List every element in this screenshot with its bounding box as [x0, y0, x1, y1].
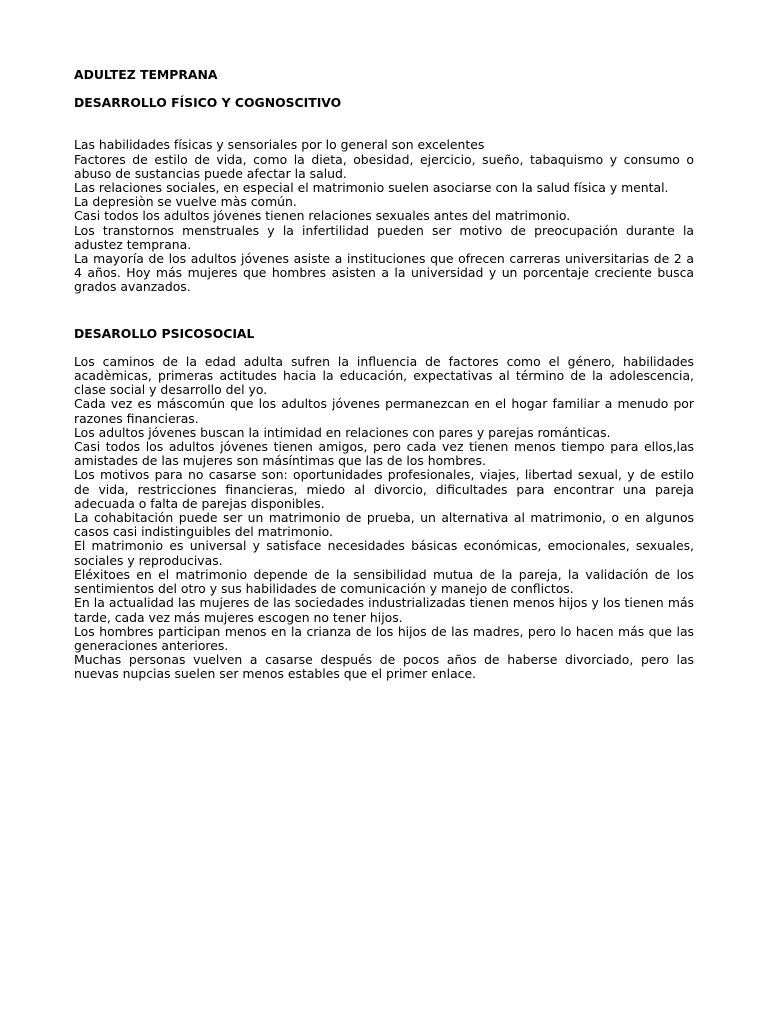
paragraph: En la actualidad las mujeres de las sociedades industrializadas tienen menos hijos y los tienen más tarde, cada vez más mujeres escogen no tener hijos.	[74, 595, 694, 625]
paragraph: Las habilidades físicas y sensoriales por lo general son excelentes	[74, 137, 485, 153]
paragraph: La mayoría de los adultos jóvenes asiste a instituciones que ofrecen carreras universitarias de 2 a 4 años. Hoy más mujeres que hombres asisten a la universidad y un porcentaje creciente busca grados avanzados.	[74, 251, 694, 295]
section-psychosocial-body	[74, 355, 694, 682]
paragraph: Eléxitoes en el matrimonio depende de la sensibilidad mutua de la pareja, la validación de los sentimientos del otro y sus habilidades de comunicación y manejo de conflictos.	[74, 566, 694, 597]
paragraph: Casi todos los adultos jóvenes tienen relaciones sexuales antes del matrimonio.	[74, 208, 571, 224]
paragraph: La depresiòn se vuelve màs común.	[74, 194, 297, 210]
section-heading-psychosocial: DESAROLLO PSICOSOCIAL	[74, 325, 255, 341]
paragraph: Los motivos para no casarse son: oportunidades profesionales, viajes, libertad sexual, y de estilo de vida, restricciones financieras, miedo al divorcio, dificultades para encontrar una pareja adecuada o falta de parejas disponibles.	[74, 467, 694, 511]
document-page	[74, 68, 694, 682]
paragraph: Los caminos de la edad adulta sufren la influencia de factores como el género, habilidades acadèmicas, primeras actitudes hacia la educación, expectativas al término de la adolescencia, clase social y desarrollo del yo.	[74, 353, 694, 398]
paragraph: Los hombres participan menos en la crianza de los hijos de las madres, pero lo hacen más que las generaciones anteriores.	[74, 623, 694, 653]
paragraph: Factores de estilo de vida, como la dieta, obesidad, ejercicio, sueño, tabaquismo y consumo o abuso de sustancias puede afectar la salud.	[74, 151, 694, 181]
paragraph: Los adultos jóvenes buscan la intimidad en relaciones con pares y parejas románticas.	[74, 424, 611, 440]
paragraph: Casi todos los adultos jóvenes tienen amigos, pero cada vez tienen menos tiempo para ellos,las amistades de las mujeres son másíntimas que las de los hombres.	[74, 439, 694, 469]
paragraph: El matrimonio es universal y satisface necesidades básicas económicas, emocionales, sexuales, sociales y reproducivas.	[74, 538, 694, 568]
section-heading-physical-cognitive: DESARROLLO FÍSICO Y COGNOSCITIVO	[74, 95, 342, 111]
paragraph: Las relaciones sociales, en especial el matrimonio suelen asociarse con la salud física y mental.	[74, 180, 669, 196]
paragraph: La cohabitación puede ser un matrimonio de prueba, un alternativa al matrimonio, o en algunos casos casi indistinguibles del matrimonio.	[74, 510, 694, 540]
paragraph: Muchas personas vuelven a casarse después de pocos años de haberse divorciado, pero las nuevas nupcias suelen ser menos estables que el primer enlace.	[74, 652, 694, 682]
section-physical-cognitive-body	[74, 138, 694, 294]
paragraph: Los transtornos menstruales y la infertilidad pueden ser motivo de preocupación durante la adustez temprana.	[74, 222, 694, 252]
paragraph: Cada vez es máscomún que los adultos jóvenes permanezcan en el hogar familiar a menudo por razones financieras.	[74, 396, 694, 426]
document-title: ADULTEZ TEMPRANA	[74, 67, 218, 82]
